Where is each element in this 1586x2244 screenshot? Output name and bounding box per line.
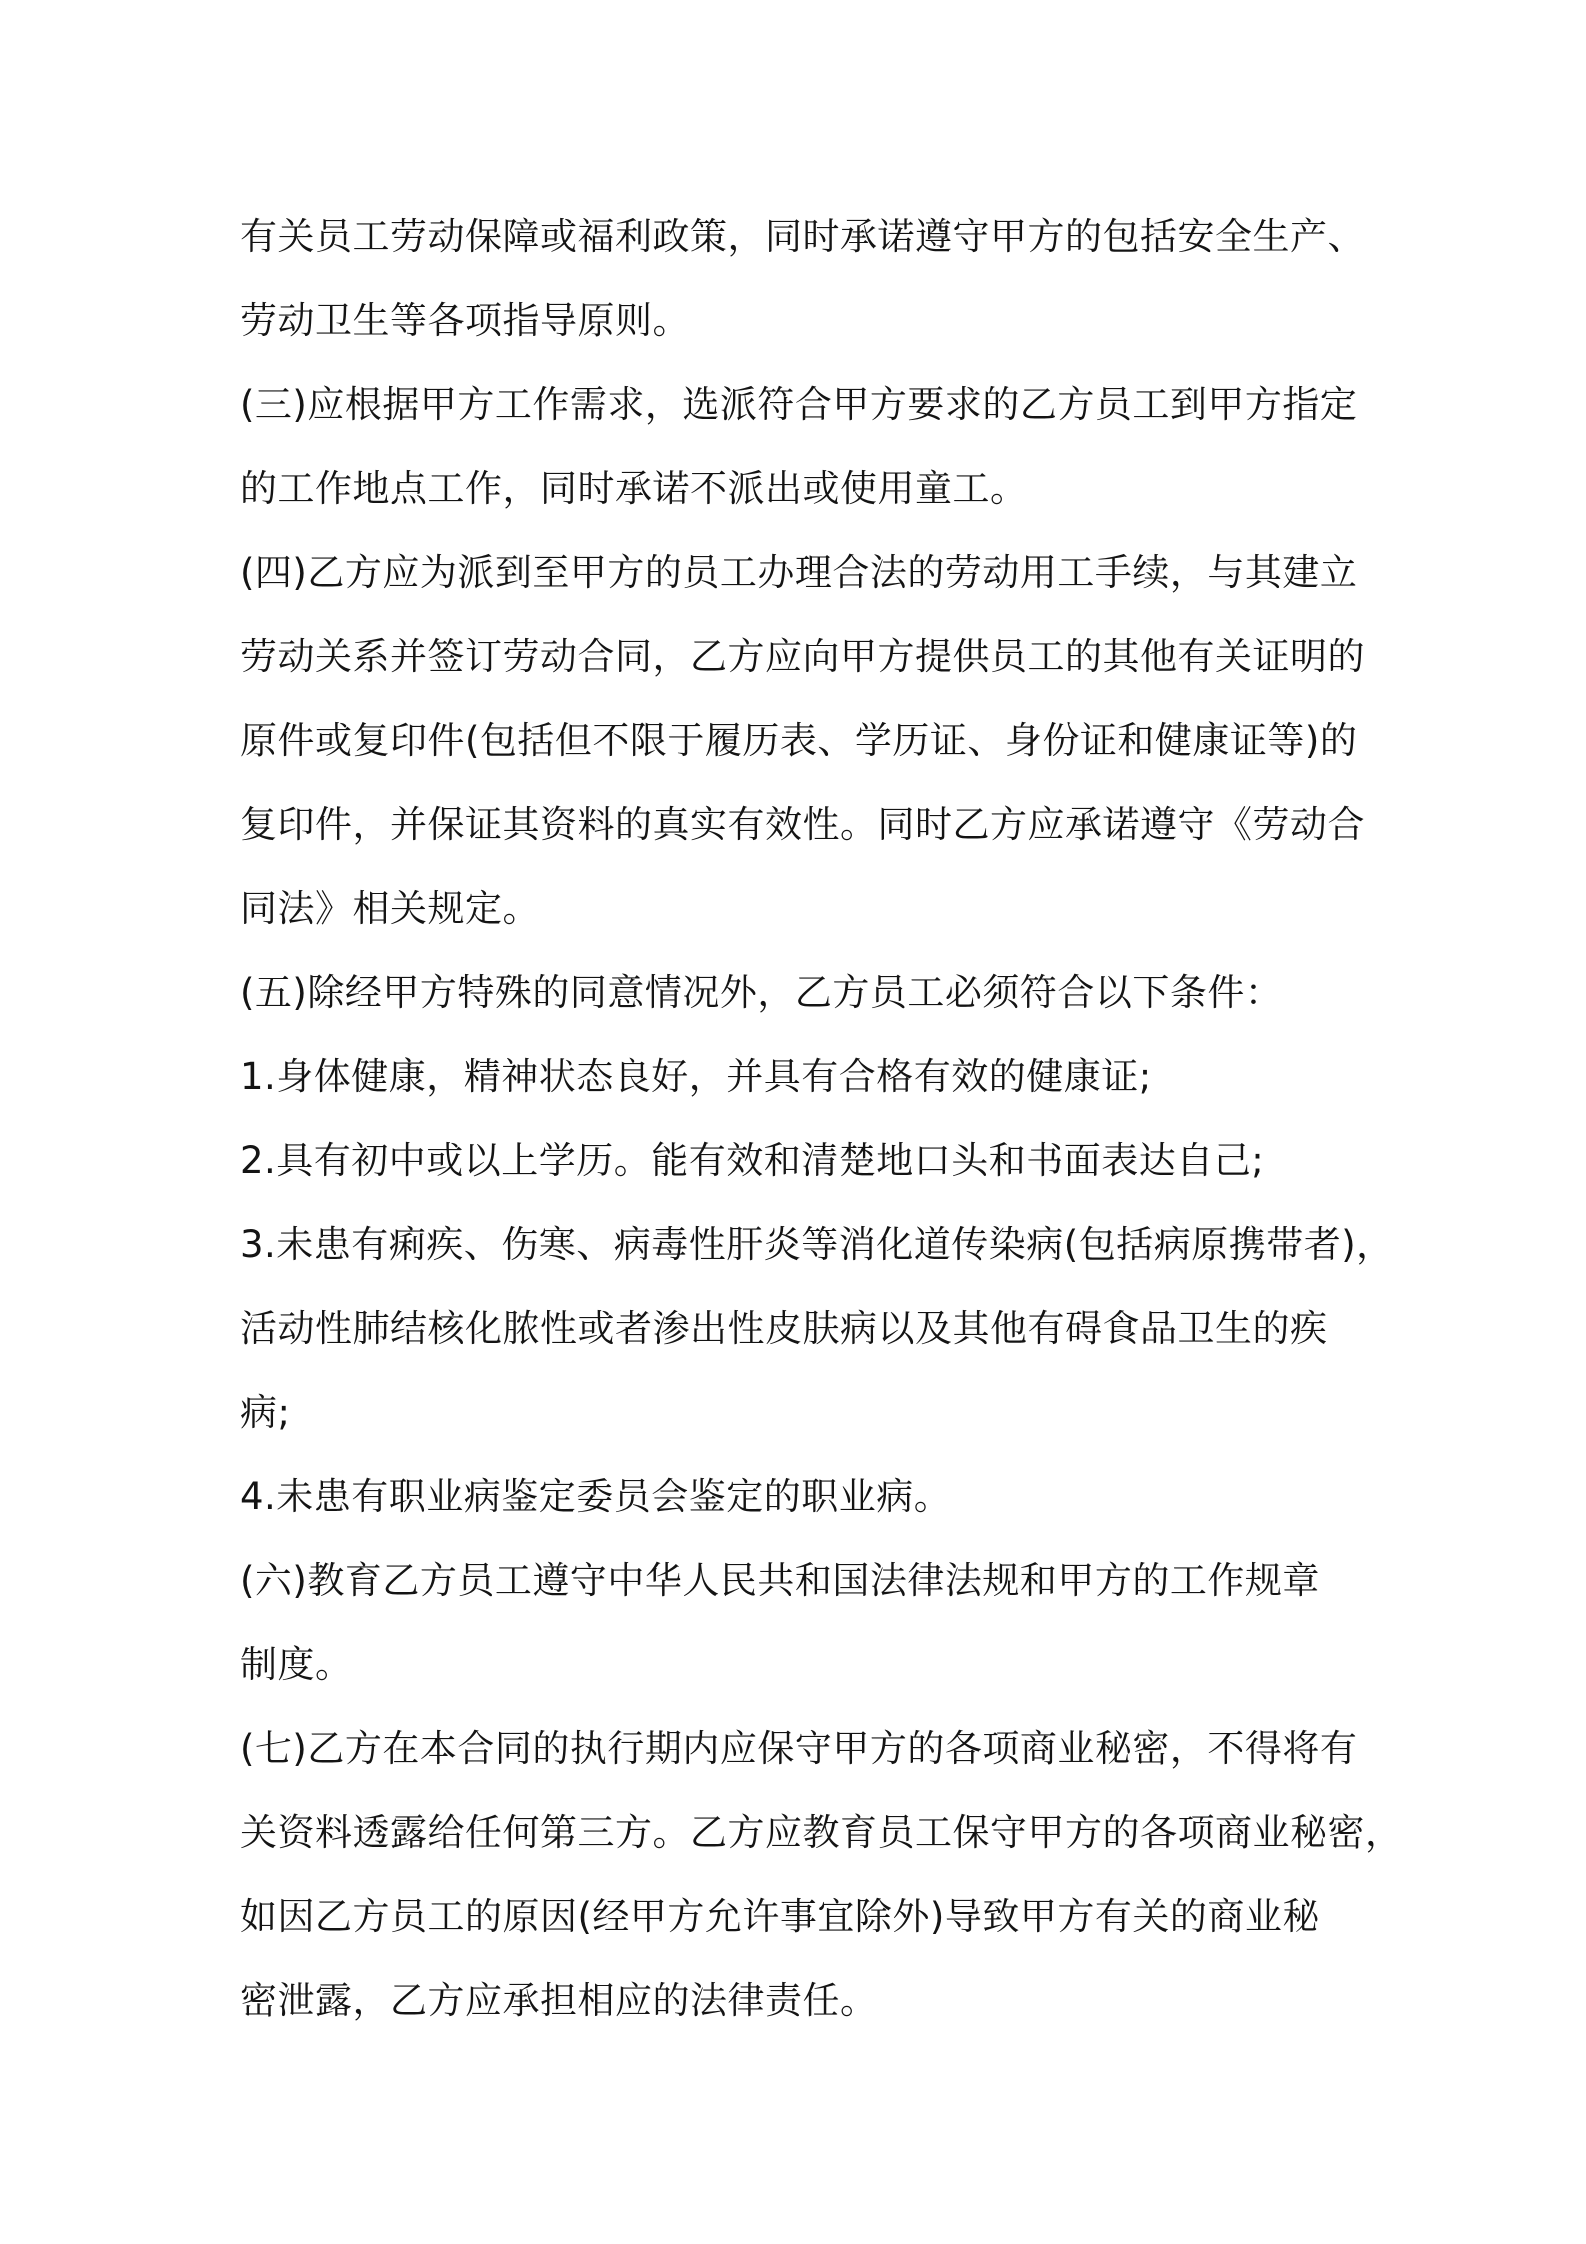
text-line: 关资料透露给任何第三方。乙方应教育员工保守甲方的各项商业秘密， bbox=[240, 1811, 1403, 1854]
text-line: 劳动关系并签订劳动合同，乙方应向甲方提供员工的其他有关证明的 bbox=[240, 635, 1365, 678]
text-line: (六)教育乙方员工遵守中华人民共和国法律法规和甲方的工作规章 bbox=[240, 1559, 1320, 1602]
text-line: (五)除经甲方特殊的同意情况外，乙方员工必须符合以下条件： bbox=[240, 971, 1283, 1014]
text-line: 制度。 bbox=[240, 1643, 353, 1686]
text-line: (四)乙方应为派到至甲方的员工办理合法的劳动用工手续，与其建立 bbox=[240, 551, 1358, 594]
text-line: 如因乙方员工的原因(经甲方允许事宜除外)导致甲方有关的商业秘 bbox=[240, 1895, 1320, 1938]
paragraph-clause-4 bbox=[240, 531, 1370, 951]
text-line: 活动性肺结核化脓性或者渗出性皮肤病以及其他有碍食品卫生的疾 bbox=[240, 1307, 1328, 1350]
text-line: 3.未患有痢疾、伤寒、病毒性肝炎等消化道传染病(包括病原携带者)， bbox=[240, 1223, 1394, 1266]
text-line: 2.具有初中或以上学历。能有效和清楚地口头和书面表达自己; bbox=[240, 1139, 1265, 1182]
list-item-condition-1 bbox=[240, 1035, 1370, 1119]
text-line: 病; bbox=[240, 1391, 291, 1434]
text-line: 同法》相关规定。 bbox=[240, 887, 540, 930]
document-body bbox=[240, 195, 1403, 2043]
paragraph-welfare-policy bbox=[240, 195, 1370, 363]
list-item-condition-2 bbox=[240, 1119, 1370, 1203]
text-line: 4.未患有职业病鉴定委员会鉴定的职业病。 bbox=[240, 1475, 952, 1518]
paragraph-clause-5 bbox=[240, 951, 1370, 1035]
text-line: (七)乙方在本合同的执行期内应保守甲方的各项商业秘密，不得将有 bbox=[240, 1727, 1358, 1770]
text-line: 有关员工劳动保障或福利政策，同时承诺遵守甲方的包括安全生产、 bbox=[240, 215, 1365, 258]
list-item-condition-3 bbox=[240, 1203, 1394, 1455]
text-line: 1.身体健康，精神状态良好，并具有合格有效的健康证; bbox=[240, 1055, 1152, 1098]
text-line: 复印件，并保证其资料的真实有效性。同时乙方应承诺遵守《劳动合 bbox=[240, 803, 1365, 846]
text-line: 原件或复印件(包括但不限于履历表、学历证、身份证和健康证等)的 bbox=[240, 719, 1358, 762]
paragraph-clause-3 bbox=[240, 363, 1370, 531]
text-line: 劳动卫生等各项指导原则。 bbox=[240, 299, 690, 342]
text-line: 的工作地点工作，同时承诺不派出或使用童工。 bbox=[240, 467, 1028, 510]
paragraph-clause-7 bbox=[240, 1707, 1403, 2043]
paragraph-clause-6 bbox=[240, 1539, 1370, 1707]
list-item-condition-4 bbox=[240, 1455, 1370, 1539]
text-line: (三)应根据甲方工作需求，选派符合甲方要求的乙方员工到甲方指定 bbox=[240, 383, 1358, 426]
text-line: 密泄露，乙方应承担相应的法律责任。 bbox=[240, 1979, 878, 2022]
